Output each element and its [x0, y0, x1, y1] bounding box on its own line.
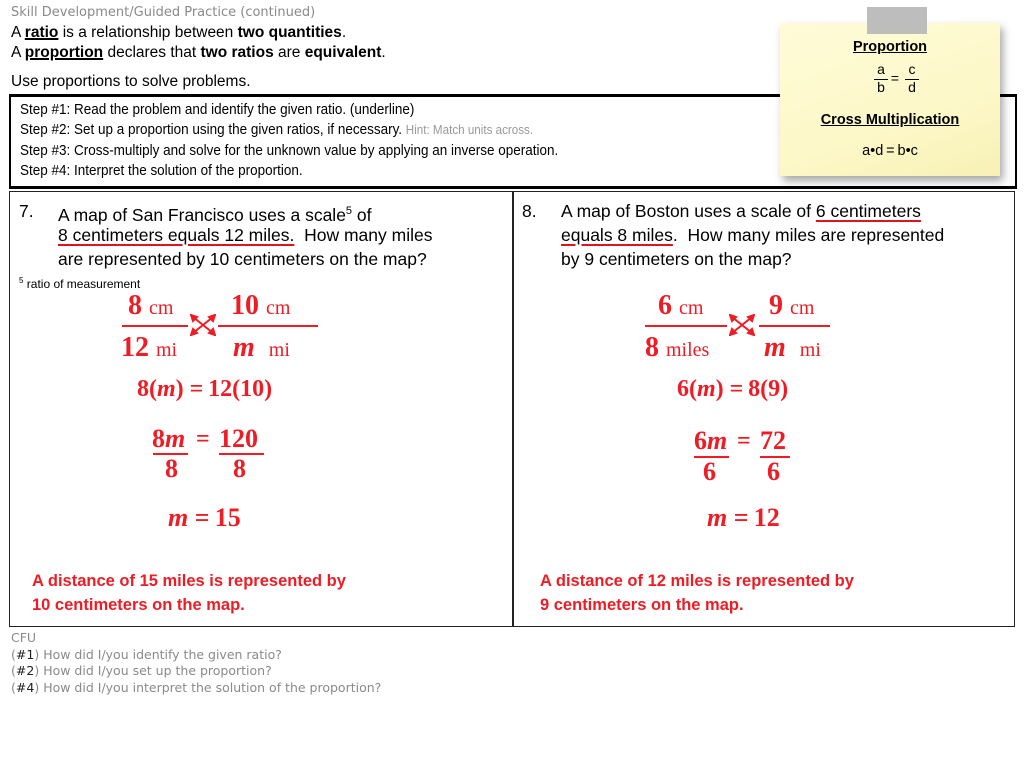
- fraction-bar: [645, 325, 727, 327]
- problem-7-question: 7. A map of San Francisco uses a scale$^5$ of 8 centimeters equals 12 miles. How many miles are represented by 10 centimeters on the map?: [19, 201, 433, 269]
- cross-multiply-arrows-icon: [190, 314, 216, 336]
- learning-objective: Use proportions to solve problems.: [11, 73, 251, 90]
- given-ratio-underline: equals 8 miles: [561, 225, 673, 245]
- step-1: Step #1: Read the problem and identify the given ratio. (underline): [20, 102, 415, 118]
- step-2: Step #2: Set up a proportion using the given ratios, if necessary. Hint: Match units across.: [20, 122, 534, 138]
- problem-7-answer-line-2: 10 centimeters on the map.: [32, 596, 245, 614]
- cfu-item: (#2) How did I/you set up the proportion?: [11, 663, 272, 678]
- fraction-bar: [122, 325, 188, 327]
- cross-multiplication-formula: a•d = b•c: [862, 143, 918, 159]
- given-ratio-underline: 6 centimeters: [815, 201, 921, 221]
- proportion-definition: A proportion declares that two ratios are equivalent.: [11, 44, 386, 61]
- solution-equation: m = 12: [707, 503, 780, 532]
- fraction-bar: [759, 325, 830, 327]
- problem-8-answer-line-2: 9 centimeters on the map.: [540, 596, 744, 614]
- cross-product-equation: 8(m) = 12(10): [137, 376, 273, 402]
- cross-multiplication-title: Cross Multiplication: [820, 112, 960, 128]
- ratio-term: ratio: [24, 24, 59, 41]
- problem-8-answer-line-1: A distance of 12 miles is represented by: [540, 572, 854, 590]
- column-divider: [512, 191, 514, 627]
- problem-7-answer-line-1: A distance of 15 miles is represented by: [32, 572, 346, 590]
- cross-product-equation: 6(m) = 8(9): [677, 376, 789, 402]
- proportion-term: proportion: [24, 44, 104, 61]
- cfu-item: (#4) How did I/you interpret the solution of the proportion?: [11, 679, 382, 695]
- proportion-title: Proportion: [852, 39, 928, 55]
- ratio-definition: A ratio is a relationship between two quantities.: [11, 24, 347, 41]
- fraction-bar: [218, 325, 318, 327]
- sticky-note: Proportion a b = c d Cross Multiplication a•d = b•c: [780, 23, 1000, 176]
- problem-8-question: 8. A map of Boston uses a scale of 6 centimeters equals 8 miles. How many miles are represented by 9 centimeters on the map?: [522, 201, 945, 269]
- solution-equation: m = 15: [168, 503, 241, 532]
- hint-text: Hint: Match units across.: [405, 123, 534, 137]
- cross-multiply-arrows-icon: [729, 314, 755, 336]
- given-ratio-underline: 8 centimeters equals 12 miles.: [58, 225, 295, 245]
- step-3: Step #3: Cross-multiply and solve for the unknown value by applying an inverse operation.: [20, 143, 559, 159]
- tape-strip: [867, 7, 927, 34]
- step-4: Step #4: Interpret the solution of the proportion.: [20, 163, 303, 179]
- slide-subtitle: Skill Development/Guided Practice (continued): [11, 5, 316, 20]
- footnote: $^5$ ratio of measurement: [19, 276, 141, 291]
- cfu-item: (#1) How did I/you identify the given ratio?: [11, 646, 282, 662]
- cfu-title: CFU: [11, 630, 37, 645]
- cfu-section: [11, 630, 381, 696]
